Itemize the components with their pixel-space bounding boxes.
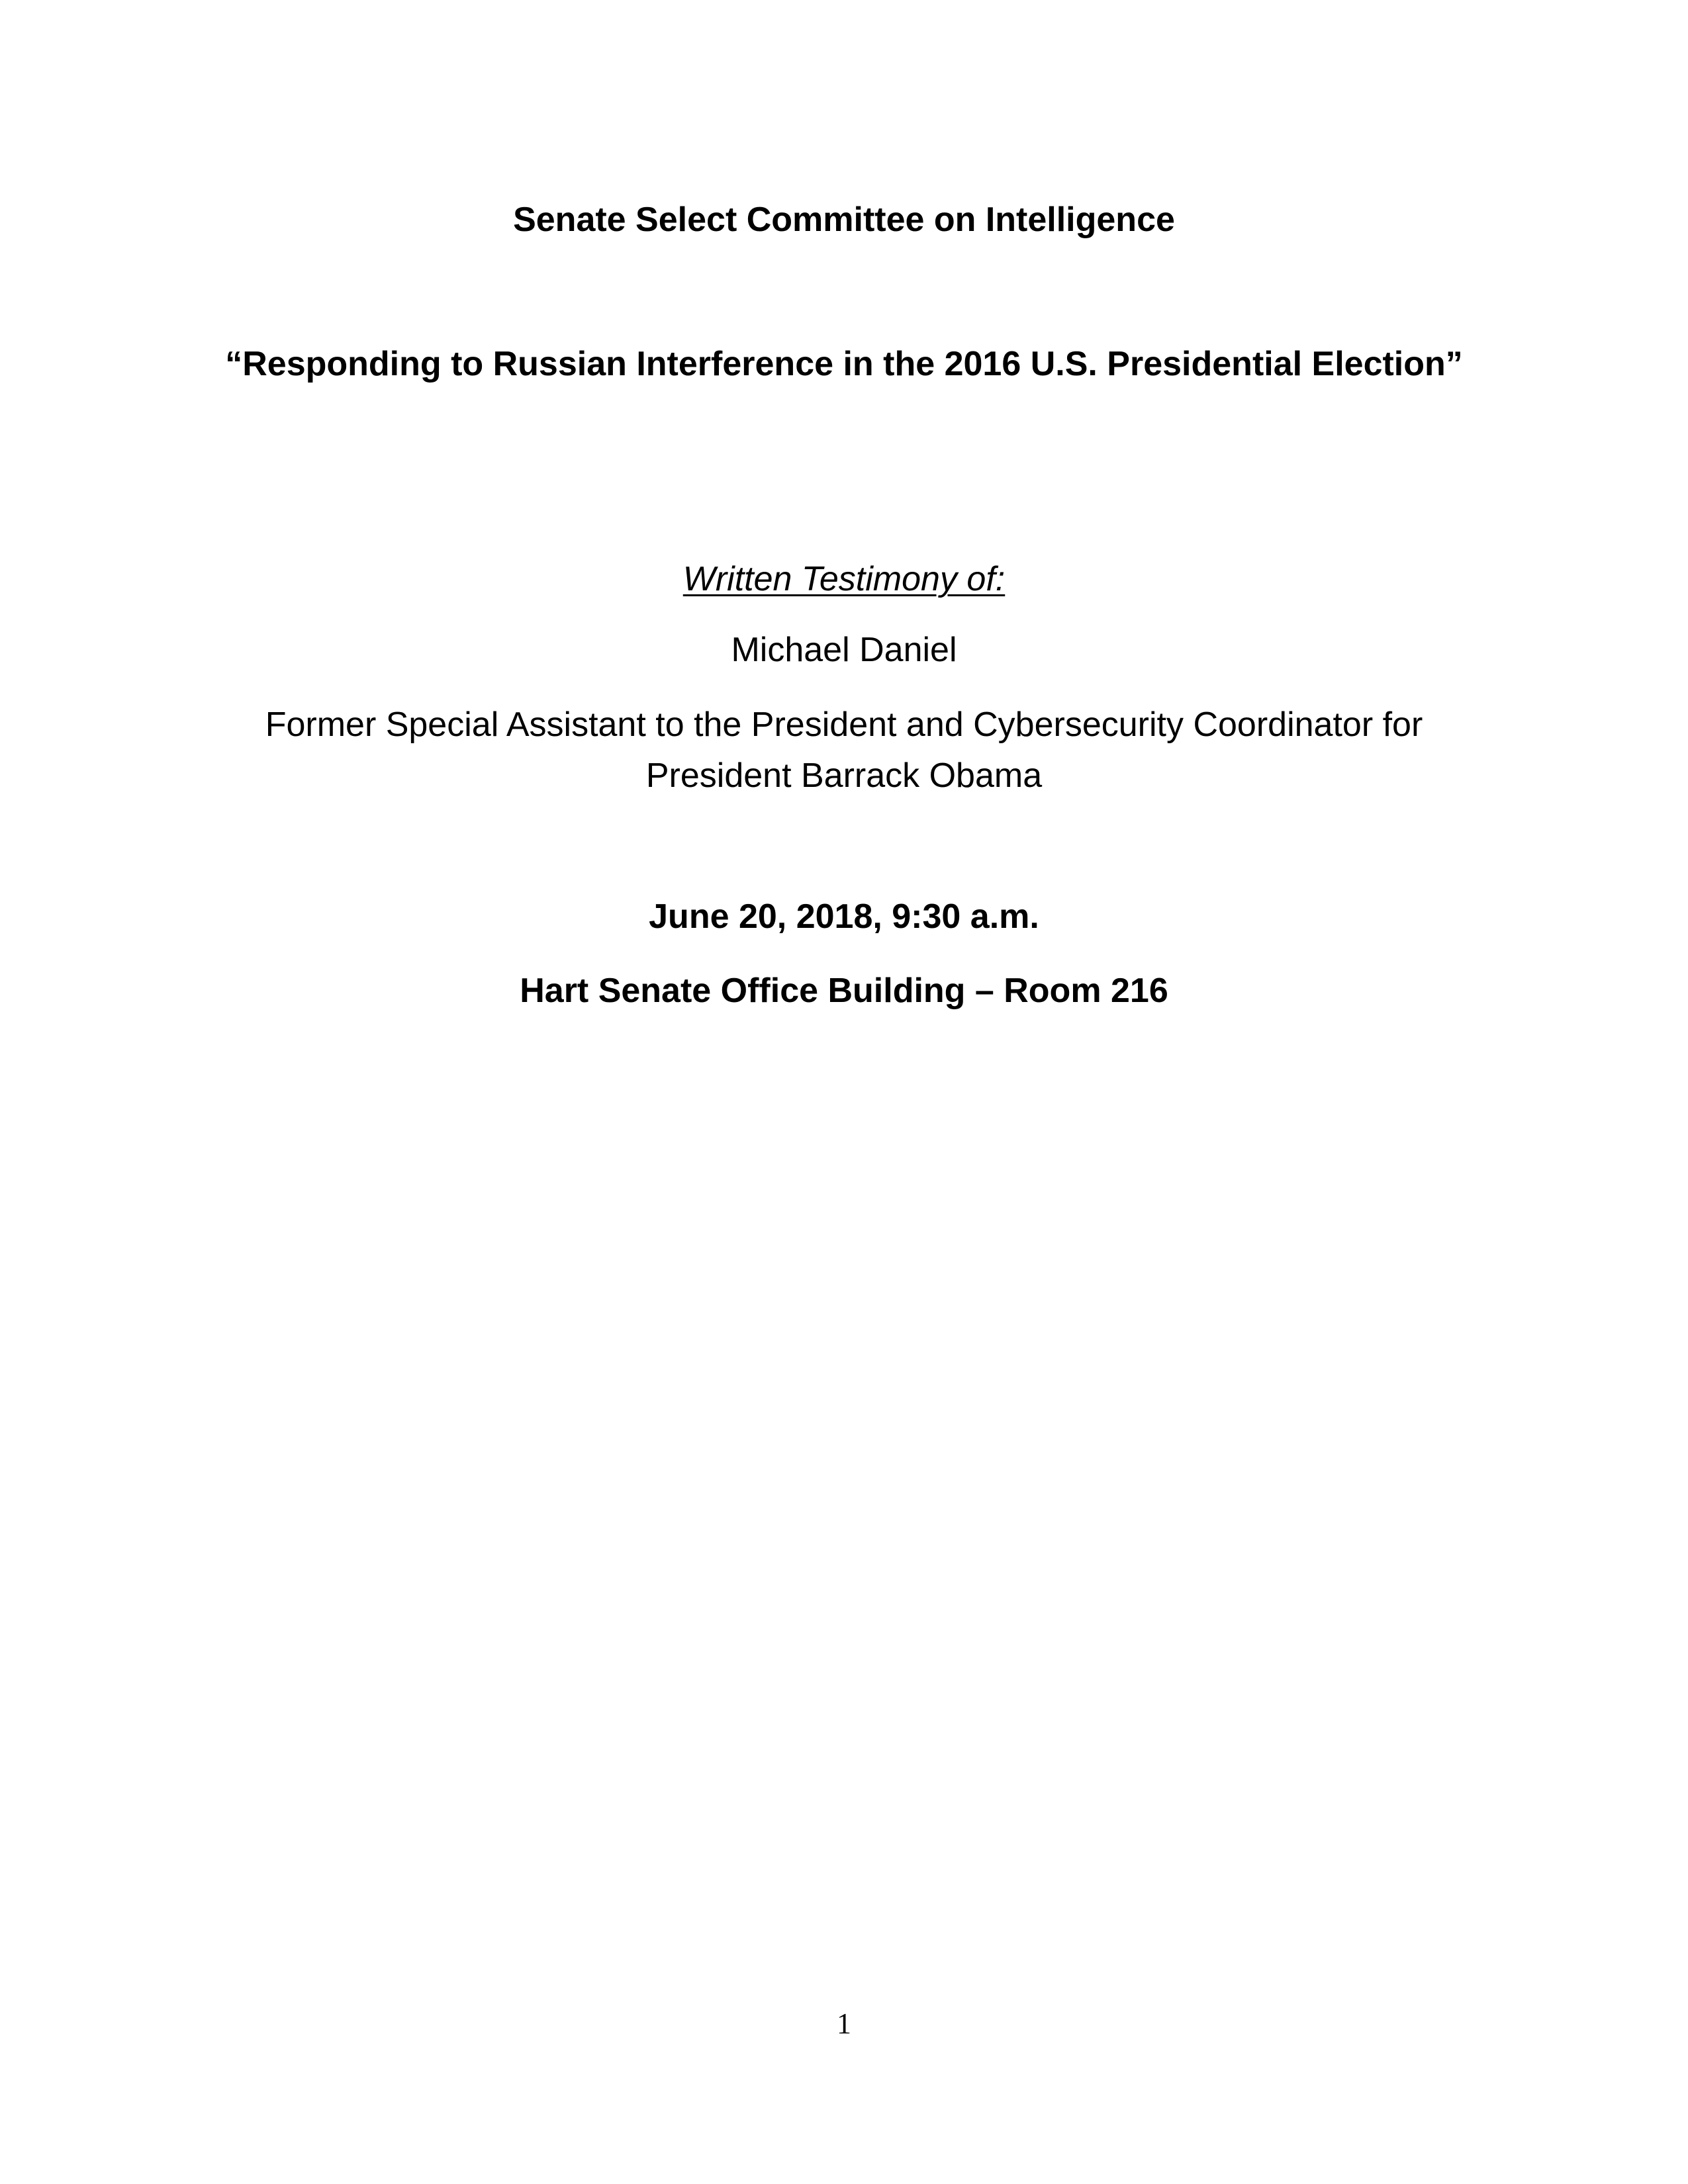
hearing-date-time: June 20, 2018, 9:30 a.m. [649,897,1039,936]
page-number: 1 [837,2007,851,2040]
witness-name: Michael Daniel [731,631,957,669]
hearing-location: Hart Senate Office Building – Room 216 [520,972,1168,1010]
hearing-title: “Responding to Russian Interference in the 2016 U.S. Presidential Election” [225,345,1463,383]
witness-title-line-2: President Barrack Obama [645,756,1043,795]
testimony-label-row [0,559,1688,599]
witness-title-line-1: Former Special Assistant to the President and Cybersecurity Coordinator for [265,705,1423,744]
testimony-label: Written Testimony of: [682,560,1006,598]
committee-heading: Senate Select Committee on Intelligence [513,201,1175,239]
